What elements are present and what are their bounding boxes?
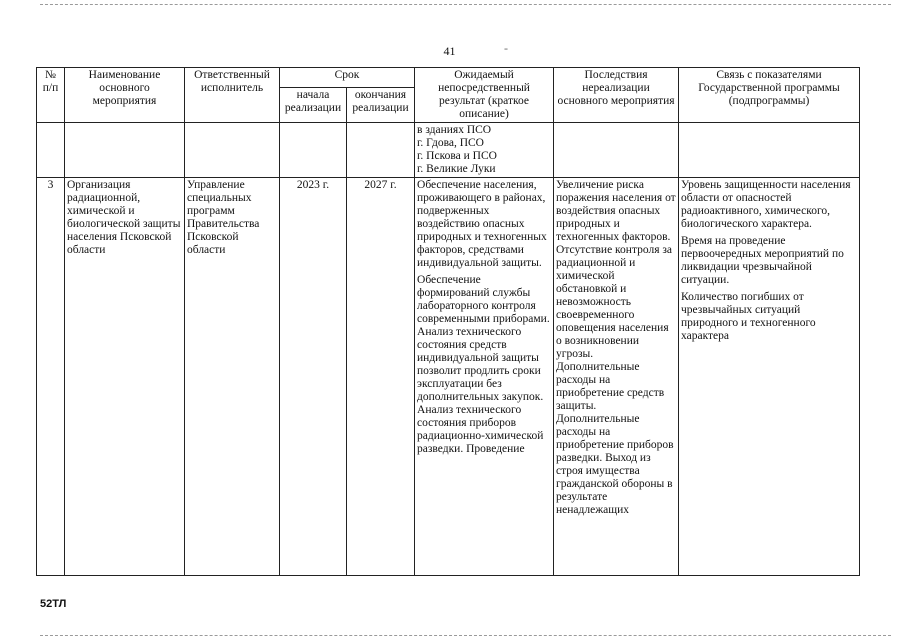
row3-result-paragraph: Обеспечение формирований службы лабораторного контроля современными приборами. Анализ технического состояния средств индивидуальной защиты позволит продлить сроки эксплуатации без дополнительных закупок. Анализ технического состояния приборов радиационно-химической разведки. Проведение <box>417 274 550 455</box>
cont-result-line: г. Великие Луки <box>417 163 496 175</box>
cont-result-cell <box>415 123 554 178</box>
cont-link-cell <box>679 123 860 178</box>
row3-executor: Управление специальных программ Правительства Псковской области <box>185 178 280 576</box>
header-consequences: Последствия нереализации основного мероприятия <box>554 68 679 123</box>
scan-edge-top <box>40 4 891 5</box>
row3-name: Организация радиационной, химической и биологической защиты населения Псковской области <box>65 178 185 576</box>
header-term-start: начала реализации <box>280 88 347 123</box>
row3-result <box>415 178 554 576</box>
cont-consequences-cell <box>554 123 679 178</box>
measures-table <box>36 67 860 576</box>
row3-link-paragraph: Количество погибших от чрезвычайных ситуаций природного и техногенного характера <box>681 291 816 342</box>
header-term-end: окончания реализации <box>347 88 415 123</box>
cont-executor-cell <box>185 123 280 178</box>
table-row-3 <box>37 178 860 576</box>
cont-result-line: в зданиях ПСО <box>417 124 492 136</box>
table-header-row <box>37 68 860 88</box>
header-num: № п/п <box>37 68 65 123</box>
cont-end-cell <box>347 123 415 178</box>
page-number: 41 <box>443 44 456 58</box>
row3-result-paragraph: Обеспечение населения, проживающего в районах, подверженных воздействию опасных природных и техногенных факторов, средствами индивидуальной защиты. <box>417 179 547 269</box>
row3-consequences: Увеличение риска поражения населения от воздействия опасных природных и техногенных факторов. Отсутствие контроля за радиационной и химической обстановкой и невозможность своевременного оповещения населения о возникновении угрозы. Дополнительные расходы на приобретение средств защиты. Дополнительные расходы на приобретение приборов разведки. Выход из строя имущества гражданской обороны в результате ненадлежащих <box>554 178 679 576</box>
row3-link-paragraph: Уровень защищенности населения области от опасностей радиоактивного, химического, биологического характера. <box>681 179 851 230</box>
row3-link-paragraph: Время на проведение первоочередных мероприятий по ликвидации чрезвычайной ситуации. <box>681 235 844 286</box>
row3-end: 2027 г. <box>347 178 415 576</box>
row3-start: 2023 г. <box>280 178 347 576</box>
cont-name-cell <box>65 123 185 178</box>
cont-result-line: г. Гдова, ПСО <box>417 137 484 149</box>
header-name: Наименование основного мероприятия <box>65 68 185 123</box>
cont-num-cell <box>37 123 65 178</box>
header-executor: Ответственный исполнитель <box>185 68 280 123</box>
header-link: Связь с показателями Государственной программы (подпрограммы) <box>679 68 860 123</box>
footer-code: 52ТЛ <box>40 598 67 610</box>
header-result: Ожидаемый непосредственный результат (краткое описание) <box>415 68 554 123</box>
row3-link <box>679 178 860 576</box>
row3-num: 3 <box>37 178 65 576</box>
scan-edge-bottom <box>40 635 891 636</box>
cont-result-line: г. Пскова и ПСО <box>417 150 497 162</box>
table-row-continuation <box>37 123 860 178</box>
cont-start-cell <box>280 123 347 178</box>
header-term: Срок <box>280 68 415 88</box>
page-mark: - <box>504 41 508 55</box>
